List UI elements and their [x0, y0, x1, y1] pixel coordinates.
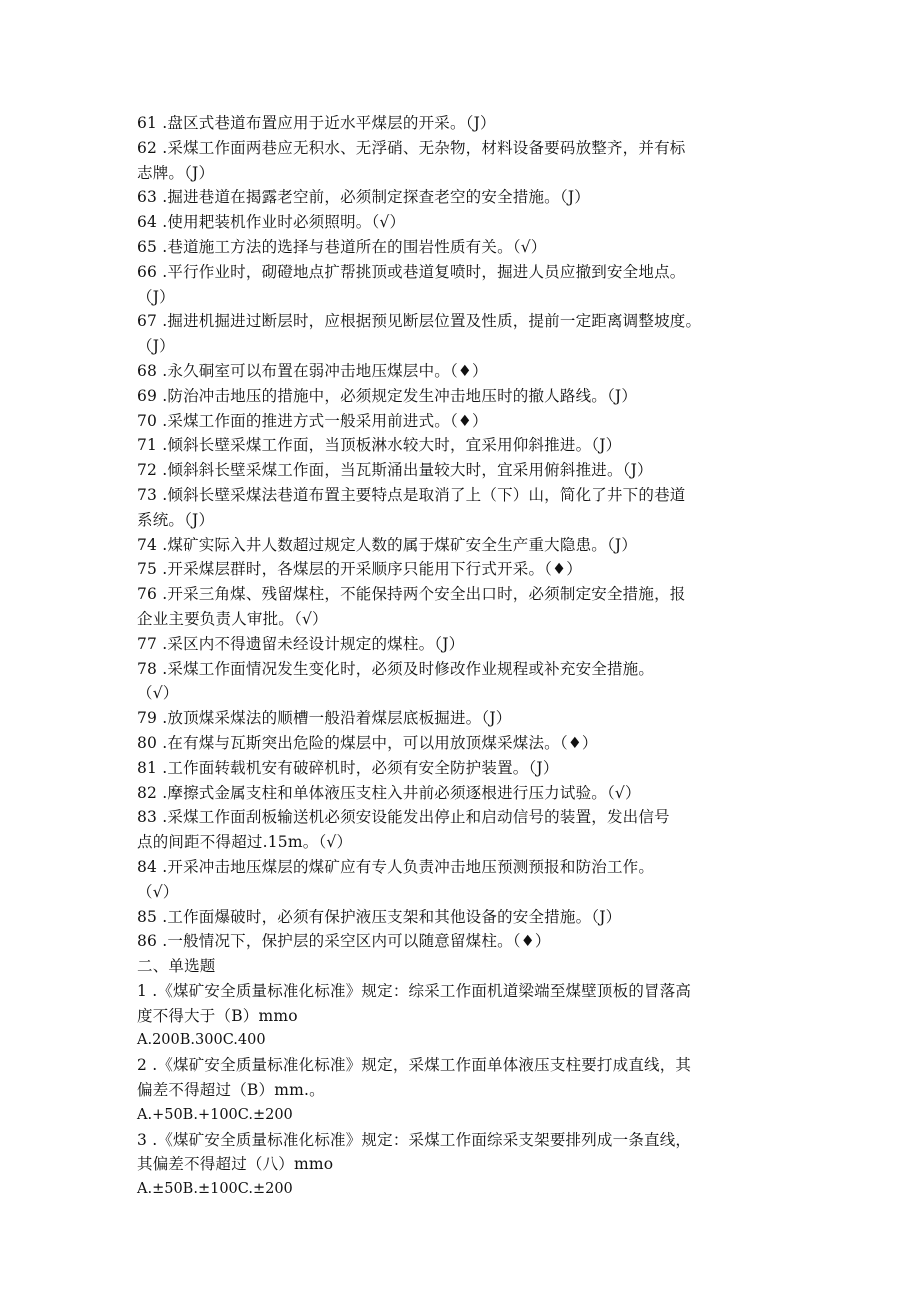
text-line: 80 .在有煤与瓦斯突出危险的煤层中，可以用放顶煤采煤法。（♦） [137, 733, 598, 752]
text-line: 其偏差不得超过（八）mmo [137, 1155, 334, 1174]
text-line: （√） [137, 882, 179, 901]
text-line: （J） [137, 337, 175, 356]
text-line: 86 .一般情况下，保护层的采空区内可以随意留煤柱。（♦） [137, 932, 551, 951]
text-line: 64 .使用耙装机作业时必须照明。（√） [137, 213, 406, 232]
text-line: 63 .掘进巷道在揭露老空前，必须制定探查老空的安全措施。（J） [137, 188, 590, 207]
text-line: 志牌。（J） [137, 163, 215, 182]
text-line: 77 .采区内不得遗留未经设计规定的煤柱。（J） [137, 634, 465, 653]
document-body [137, 111, 797, 1202]
text-line: 75 .开采煤层群时，各煤层的开采顺序只能用下行式开采。（♦） [137, 560, 582, 579]
answer-options: A.+50B.+100C.±200 [137, 1106, 293, 1123]
text-line: 76 .开采三角煤、残留煤柱，不能保持两个安全出口时，必须制定安全措施，报 [137, 585, 686, 604]
section-heading: 二、单选题 [137, 957, 216, 976]
text-line: 68 .永久硐室可以布置在弱冲击地压煤层中。（♦） [137, 361, 488, 380]
text-line: 69 .防治冲击地压的措施中，必须规定发生冲击地压时的撤人路线。（J） [137, 386, 638, 405]
text-line: 70 .采煤工作面的推进方式一般采用前进式。（♦） [137, 411, 488, 430]
text-line: 企业主要负责人审批。（√） [137, 609, 328, 628]
answer-options: A.±50B.±100C.±200 [137, 1181, 293, 1198]
text-line: 79 .放顶煤采煤法的顺槽一般沿着煤层底板掘进。（J） [137, 709, 512, 728]
text-line: 72 .倾斜斜长壁采煤工作面，当瓦斯涌出量较大时，宜采用俯斜推进。（J） [137, 461, 653, 480]
text-line: 81 .工作面转载机安有破碎机时，必须有安全防护装置。（J） [137, 758, 559, 777]
text-line: 系统。（J） [137, 510, 215, 529]
text-line: 61 .盘区式巷道布置应用于近水平煤层的开采。（J） [137, 114, 496, 132]
text-line: 82 .摩擦式金属支柱和单体液压支柱入井前必须逐根进行压力试验。（√） [137, 783, 641, 802]
answer-options: A.200B.300C.400 [137, 1032, 266, 1049]
text-line: 71 .倾斜长壁采煤工作面，当顶板淋水较大时，宜采用仰斜推进。（J） [137, 436, 622, 455]
text-line: 74 .煤矿实际入井人数超过规定人数的属于煤矿安全生产重大隐患。（J） [137, 535, 638, 554]
text-line: 84 .开采冲击地压煤层的煤矿应有专人负责冲击地压预测预报和防治工作。 [137, 857, 655, 876]
text-line: 度不得大于（B）mmo [137, 1006, 298, 1025]
text-line: 2 .《煤矿安全质量标准化标准》规定，采煤工作面单体液压支柱要打成直线，其 [137, 1056, 692, 1075]
text-line: 62 .采煤工作面两巷应无积水、无浮硝、无杂物，材料设备要码放整齐，并有标 [137, 138, 686, 157]
text-line: 73 .倾斜长壁采煤法巷道布置主要特点是取消了上（下）山，简化了井下的巷道 [137, 485, 686, 504]
text-line: （√） [137, 684, 179, 703]
text-line: 65 .巷道施工方法的选择与巷道所在的围岩性质有关。（√） [137, 237, 547, 256]
text-line: （J） [137, 287, 175, 306]
text-line: 偏差不得超过（B）mm.。 [137, 1081, 325, 1100]
text-line: 点的间距不得超过.15m。（√） [137, 833, 353, 852]
text-line: 3 .《煤矿安全质量标准化标准》规定：采煤工作面综采支架要排列成一条直线， [137, 1130, 692, 1149]
text-line: 66 .平行作业时，砌磴地点扩帮挑顶或巷道复喷时，掘进人员应撤到安全地点。 [137, 262, 686, 281]
text-line: 78 .采煤工作面情况发生变化时，必须及时修改作业规程或补充安全措施。 [137, 659, 655, 678]
text-line: 83 .采煤工作面刮板输送机必须安设能发出停止和启动信号的装置，发出信号 [137, 808, 670, 827]
text-line: 85 .工作面爆破时，必须有保护液压支架和其他设备的安全措施。（J） [137, 907, 622, 926]
text-line: 1 .《煤矿安全质量标准化标准》规定：综采工作面机道梁端至煤壁顶板的冒落高 [137, 981, 692, 1000]
text-line: 67 .掘进机掘进过断层时，应根据预见断层位置及性质，提前一定距离调整坡度。 [137, 312, 702, 331]
